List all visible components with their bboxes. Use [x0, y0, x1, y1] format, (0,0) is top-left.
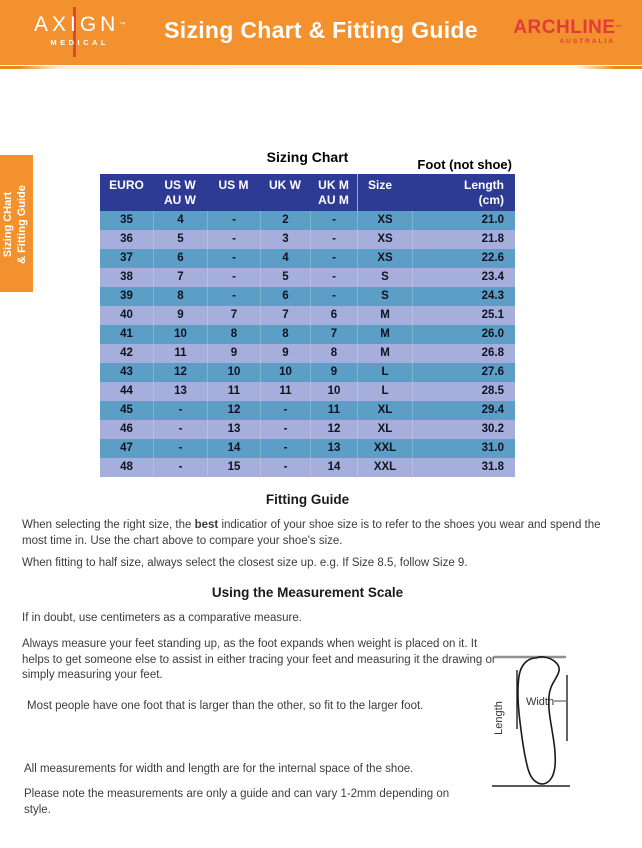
column-header: UK M AU M	[318, 178, 349, 207]
table-cell: -	[260, 458, 310, 477]
table-cell: -	[207, 287, 260, 306]
column-header: EURO	[109, 178, 144, 192]
table-header-row	[100, 174, 515, 211]
foot-not-shoe-note: Foot (not shoe)	[417, 157, 512, 172]
table-row	[100, 287, 515, 306]
table-cell: 31.8	[412, 458, 515, 477]
side-tab-line2: & Fitting Guide	[16, 185, 28, 264]
table-cell: 40	[120, 309, 133, 321]
table-cell: 26.8	[412, 344, 515, 363]
column-header: UK W	[269, 178, 301, 192]
fitting-guide-paragraph-1	[22, 518, 628, 549]
table-cell: -	[207, 249, 260, 268]
table-cell: -	[310, 230, 357, 249]
axign-brand-name	[34, 13, 125, 37]
side-tab-line1: Sizing CHart	[2, 191, 14, 258]
length-label: Length	[493, 701, 505, 735]
table-cell: 44	[120, 385, 133, 397]
table-cell: 22.6	[412, 249, 515, 268]
table-cell: 4	[260, 249, 310, 268]
table-cell: 15	[207, 458, 260, 477]
archline-subtitle: AUSTRALIA	[559, 38, 615, 45]
table-cell: 25.1	[412, 306, 515, 325]
fitting-guide-paragraph-2: When fitting to half size, always select the closest size up. e.g. If Size 8.5, follow Size 9.	[22, 557, 468, 569]
table-cell: 13	[207, 420, 260, 439]
measurement-paragraph-5: Please note the measurements are only a guide and can vary 1-2mm depending on style.	[24, 788, 450, 816]
table-cell: 46	[120, 423, 133, 435]
table-cell: -	[153, 420, 207, 439]
table-cell: 43	[120, 366, 133, 378]
measurement-paragraph-3: Most people have one foot that is larger than the other, so fit to the larger foot.	[27, 700, 424, 712]
table-cell: 37	[120, 252, 133, 264]
fg-p1-before: When selecting the right size, the	[22, 519, 195, 531]
table-cell: 26.0	[412, 325, 515, 344]
table-cell: 9	[260, 344, 310, 363]
foot-outline	[518, 657, 559, 784]
table-cell: 7	[153, 268, 207, 287]
table-cell: 41	[120, 328, 133, 340]
table-cell: L	[357, 363, 412, 382]
table-cell: 9	[207, 344, 260, 363]
fg-p1-after: indicatior of your shoe size is to refer to the shoes you wear and spend the most time in. Use the chart above to compare your shoe's size.	[22, 519, 601, 547]
table-cell: 6	[260, 287, 310, 306]
table-cell: 13	[153, 382, 207, 401]
table-row	[100, 363, 515, 382]
table-cell: M	[357, 325, 412, 344]
column-header: Size	[357, 174, 412, 211]
table-row	[100, 211, 515, 230]
table-cell: 7	[310, 325, 357, 344]
table-cell: 42	[120, 347, 133, 359]
table-cell: S	[357, 287, 412, 306]
measurement-scale-heading: Using the Measurement Scale	[211, 585, 404, 600]
table-cell: L	[357, 382, 412, 401]
table-cell: 39	[120, 290, 133, 302]
table-cell: XS	[357, 230, 412, 249]
table-row	[100, 382, 515, 401]
archline-wordmark: ARCHLINE	[513, 17, 616, 38]
table-row	[100, 249, 515, 268]
table-row	[100, 230, 515, 249]
table-cell: -	[207, 268, 260, 287]
table-cell: 48	[120, 461, 133, 473]
table-cell: 28.5	[412, 382, 515, 401]
table-row	[100, 268, 515, 287]
table-cell: 5	[260, 268, 310, 287]
table-row	[100, 325, 515, 344]
width-label: Width	[525, 696, 555, 708]
banner-divider	[0, 66, 642, 69]
table-cell: 6	[153, 249, 207, 268]
axign-logo	[34, 13, 125, 47]
table-row	[100, 458, 515, 477]
table-cell: 8	[207, 325, 260, 344]
table-cell: XL	[357, 420, 412, 439]
table-cell: 9	[310, 363, 357, 382]
table-cell: 12	[310, 420, 357, 439]
table-cell: -	[207, 230, 260, 249]
measurement-paragraph-1: If in doubt, use centimeters as a comparative measure.	[22, 612, 302, 624]
axign-subtitle: MEDICAL	[50, 38, 110, 47]
table-cell: 21.0	[412, 211, 515, 230]
table-cell: M	[357, 306, 412, 325]
table-cell: -	[153, 458, 207, 477]
table-cell: 45	[120, 404, 133, 416]
table-cell: -	[207, 211, 260, 230]
table-cell: -	[153, 401, 207, 420]
table-cell: 47	[120, 442, 133, 454]
table-cell: 5	[153, 230, 207, 249]
measurement-paragraph-2: Always measure your feet standing up, as the foot expands when weight is placed on it. It helps to get someone else to assist in either tracing your feet and measuring it the drawing or simply measuring your feet.	[22, 638, 496, 681]
table-cell: -	[153, 439, 207, 458]
table-cell: 9	[153, 306, 207, 325]
axign-trademark: ™	[119, 22, 126, 28]
fg-p1-bold: best	[194, 519, 219, 531]
table-cell: 11	[260, 382, 310, 401]
table-cell: 24.3	[412, 287, 515, 306]
table-cell: 11	[153, 344, 207, 363]
table-row	[100, 439, 515, 458]
table-row	[100, 401, 515, 420]
table-cell: 7	[207, 306, 260, 325]
table-cell: 11	[207, 382, 260, 401]
table-body	[100, 211, 515, 477]
table-cell: 2	[260, 211, 310, 230]
table-cell: 36	[120, 233, 133, 245]
table-cell: 23.4	[412, 268, 515, 287]
column-header: Length (cm)	[464, 178, 504, 207]
table-cell: 21.8	[412, 230, 515, 249]
table-cell: M	[357, 344, 412, 363]
table-cell: 12	[207, 401, 260, 420]
table-cell: 7	[260, 306, 310, 325]
table-cell: 8	[153, 287, 207, 306]
foot-measurement-diagram	[488, 642, 588, 794]
table-cell: 35	[120, 214, 133, 226]
table-cell: -	[260, 401, 310, 420]
axign-wordmark: AXIGN	[34, 13, 120, 36]
table-cell: -	[260, 439, 310, 458]
table-cell: 3	[260, 230, 310, 249]
side-tab	[0, 155, 33, 292]
table-cell: 27.6	[412, 363, 515, 382]
table-cell: 13	[310, 439, 357, 458]
table-cell: 8	[310, 344, 357, 363]
table-cell: -	[260, 420, 310, 439]
table-cell: 10	[153, 325, 207, 344]
table-cell: XXL	[357, 458, 412, 477]
table-cell: -	[310, 268, 357, 287]
table-cell: 38	[120, 271, 133, 283]
table-cell: 10	[310, 382, 357, 401]
fitting-guide-heading: Fitting Guide	[265, 492, 350, 507]
table-cell: XL	[357, 401, 412, 420]
table-cell: 10	[207, 363, 260, 382]
page-title: Sizing Chart & Fitting Guide	[164, 17, 478, 43]
table-cell: XS	[357, 211, 412, 230]
table-cell: XS	[357, 249, 412, 268]
table-row	[100, 344, 515, 363]
column-header: US W AU W	[164, 178, 196, 207]
table-row	[100, 306, 515, 325]
archline-logo	[513, 18, 622, 45]
table-cell: 12	[153, 363, 207, 382]
table-cell: 14	[310, 458, 357, 477]
table-cell: 31.0	[412, 439, 515, 458]
measurement-paragraph-4: All measurements for width and length are for the internal space of the shoe.	[24, 763, 414, 775]
table-cell: XXL	[357, 439, 412, 458]
table-cell: 14	[207, 439, 260, 458]
archline-brand-name	[513, 18, 622, 38]
side-tab-label	[0, 156, 34, 293]
table-row	[100, 420, 515, 439]
table-cell: -	[310, 287, 357, 306]
table-cell: 10	[260, 363, 310, 382]
table-cell: 6	[310, 306, 357, 325]
table-cell: -	[310, 211, 357, 230]
top-banner	[0, 0, 642, 65]
table-cell: -	[310, 249, 357, 268]
table-cell: S	[357, 268, 412, 287]
table-cell: 8	[260, 325, 310, 344]
archline-trademark: ™	[615, 25, 622, 31]
column-header: US M	[218, 178, 249, 192]
table-cell: 11	[310, 401, 357, 420]
table-cell: 30.2	[412, 420, 515, 439]
sizing-chart-heading: Sizing Chart	[266, 149, 349, 165]
table-cell: 4	[153, 211, 207, 230]
table-cell: 29.4	[412, 401, 515, 420]
sizing-chart-table	[100, 174, 515, 477]
